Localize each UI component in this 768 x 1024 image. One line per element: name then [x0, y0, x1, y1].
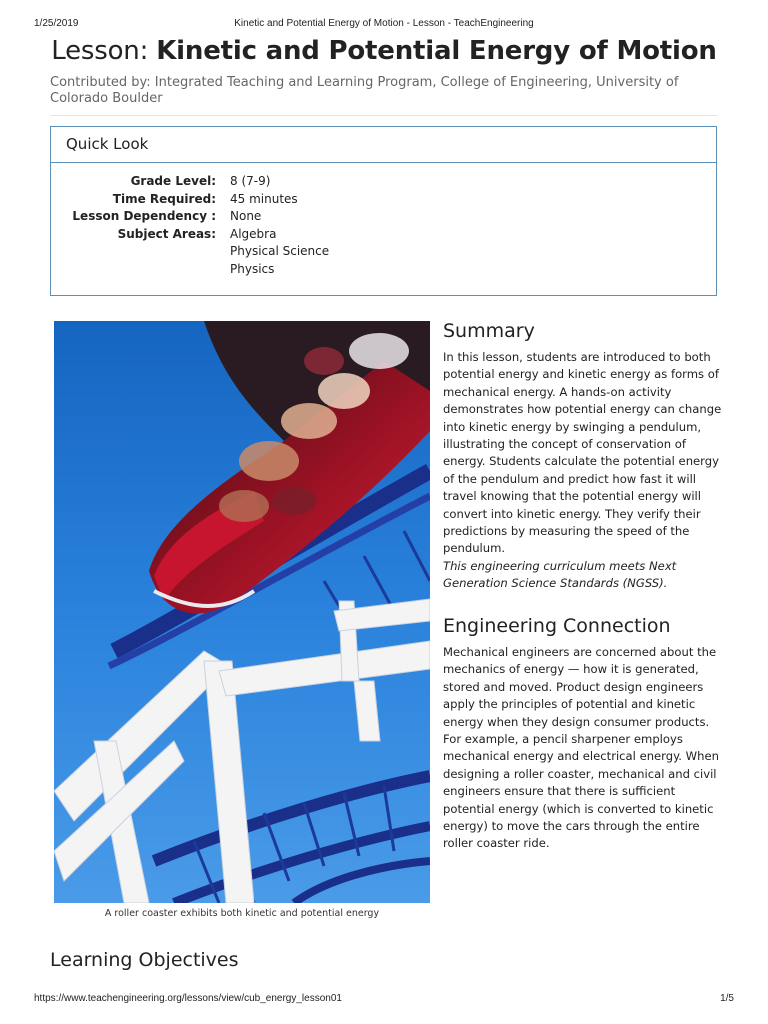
subject-areas-label: Subject Areas:	[117, 226, 216, 241]
subject-area-value: Physics	[230, 261, 275, 276]
lesson-dependency-label: Lesson Dependency :	[72, 209, 216, 223]
grade-level-value: 8 (7-9)	[230, 174, 271, 188]
quick-look-heading: Quick Look	[51, 127, 716, 163]
quick-look-box	[50, 126, 717, 296]
time-required-value: 45 minutes	[230, 191, 298, 206]
summary-heading: Summary	[443, 320, 535, 342]
summary-section	[443, 320, 723, 593]
page-title	[0, 36, 768, 66]
quick-look-body	[51, 163, 716, 278]
print-header	[0, 18, 768, 32]
photo-caption: A roller coaster exhibits both kinetic and potential energy	[104, 908, 380, 919]
quick-look-row	[51, 173, 716, 191]
quick-look-row	[51, 208, 716, 226]
print-date: 1/25/2019	[34, 18, 79, 29]
lesson-dependency-value: None	[230, 209, 262, 223]
subject-area-value: Algebra	[230, 226, 277, 241]
quick-look-row	[51, 226, 716, 279]
page-number: 1/5	[720, 993, 734, 1004]
print-url: https://www.teachengineering.org/lessons/view/cub_energy_lesson01	[34, 993, 342, 1004]
engineering-connection-text: Mechanical engineers are concerned about the mechanics of energy — how it is generated, stored and moved. Product design engineers apply the principles of potential and kinetic energy when they design consumer products. For example, a pencil sharpener employs mechanical energy and electrical energy. When designing a roller coaster, mechanical and civil engineers ensure that there is sufficient potential energy (which is converted to kinetic energy) to move the cars through the entire roller coaster ride.	[443, 645, 719, 851]
roller-coaster-photo	[54, 321, 430, 903]
subject-area-value: Physical Science	[230, 244, 330, 258]
engineering-connection-section	[443, 615, 723, 853]
quick-look-row	[51, 191, 716, 209]
contributor-line: Contributed by: Integrated Teaching and Learning Program, College of Engineering, University of Colorado Boulder	[50, 75, 679, 106]
divider	[50, 115, 718, 116]
title-prefix: Lesson:	[51, 36, 157, 66]
print-footer	[0, 993, 768, 1007]
time-required-label: Time Required:	[112, 191, 216, 206]
ngss-note: This engineering curriculum meets Next Generation Science Standards (NGSS).	[443, 558, 677, 591]
learning-objectives-heading: Learning Objectives	[50, 949, 239, 971]
print-page-title: Kinetic and Potential Energy of Motion - Lesson - TeachEngineering	[234, 18, 534, 29]
title-main: Kinetic and Potential Energy of Motion	[156, 36, 717, 66]
grade-level-label: Grade Level:	[130, 174, 216, 188]
engineering-connection-heading: Engineering Connection	[443, 615, 671, 637]
summary-text: In this lesson, students are introduced to both potential energy and kinetic energy as forms of mechanical energy. A hands-on activity demonstrates how potential energy can change into kinetic energy by swinging a pendulum, illustrating the concept of conservation of energy. Students calculate the potential energy of the pendulum and predict how fast it will travel knowing that the potential energy will convert into kinetic energy. They verify their predictions by measuring the speed of the pendulum.	[443, 350, 722, 556]
